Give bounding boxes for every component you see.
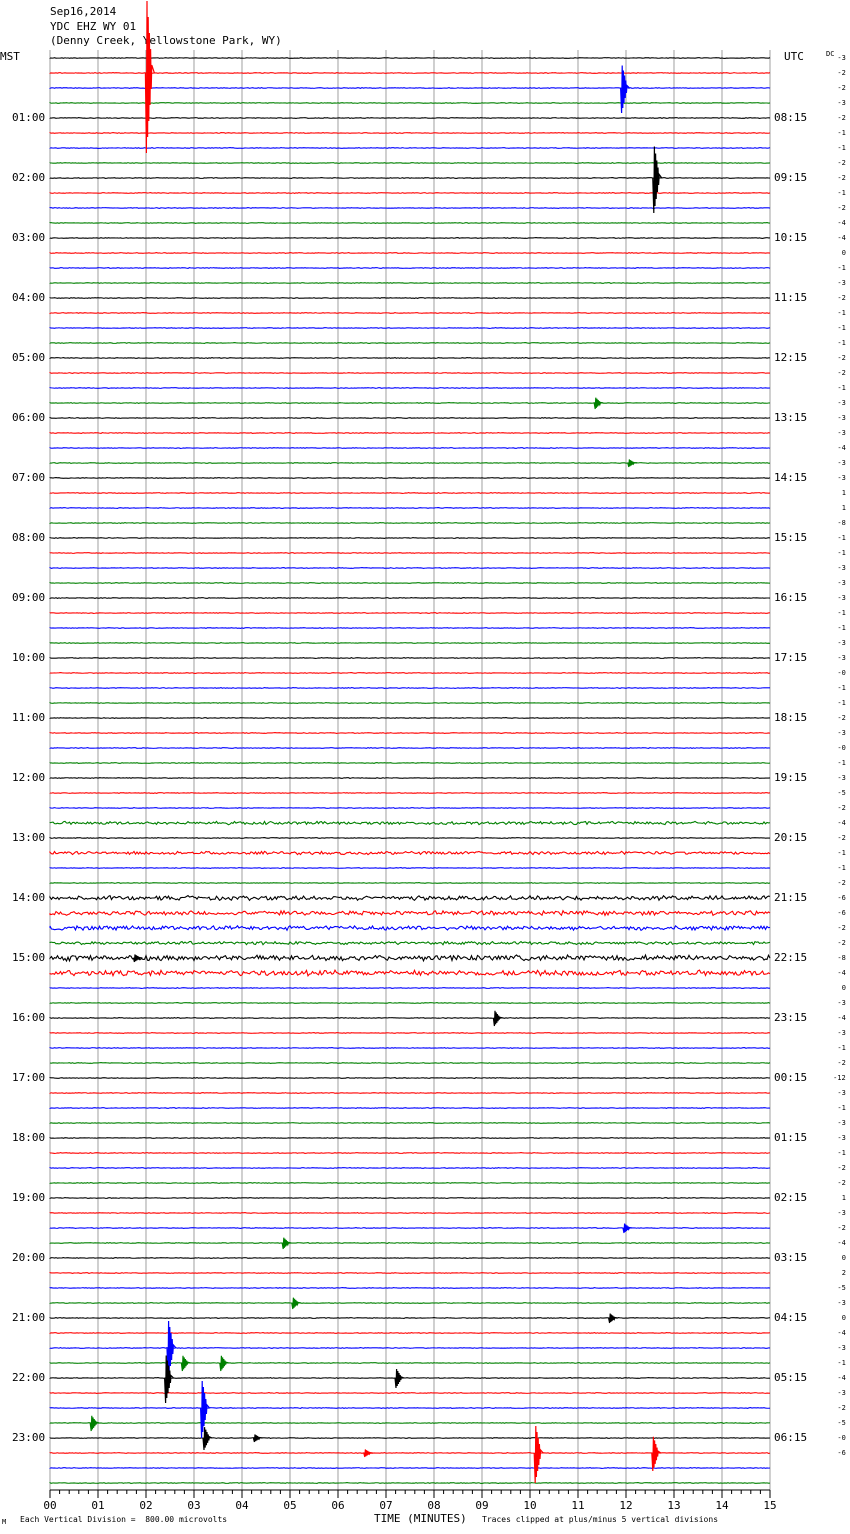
dc-offset-value: -1	[837, 1359, 846, 1367]
trace-line-90	[50, 1408, 770, 1409]
trace-line-47	[50, 763, 770, 764]
dc-offset-value: -4	[837, 1014, 846, 1022]
event-spike-0	[145, 1, 154, 153]
trace-line-72	[50, 1138, 770, 1139]
dc-offset-value: -2	[837, 174, 846, 182]
dc-offset-value: -1	[837, 699, 846, 707]
trace-line-43	[50, 703, 770, 704]
left-hour-label: 23:00	[12, 1431, 46, 1444]
dc-offset-value: -3	[837, 429, 846, 437]
trace-line-42	[50, 688, 770, 689]
right-hour-label: 13:15	[774, 411, 808, 424]
dc-offset-value: -4	[837, 444, 846, 452]
x-tick-label: 15	[763, 1499, 777, 1512]
trace-line-7	[50, 163, 770, 164]
time-axis	[43, 1490, 776, 1512]
dc-offset-value: 1	[841, 1194, 846, 1202]
dc-offset-value: -4	[837, 234, 846, 242]
dc-offset-value: -1	[837, 1149, 846, 1157]
right-hour-label: 16:15	[774, 591, 808, 604]
dc-offset-value: -2	[837, 879, 846, 887]
trace-line-74	[50, 1168, 770, 1169]
trace-line-19	[50, 343, 770, 344]
right-hour-label: 19:15	[774, 771, 808, 784]
dc-offset-value: -6	[837, 894, 846, 902]
trace-line-92	[50, 1438, 770, 1439]
event-spike-10	[609, 1314, 618, 1324]
trace-line-11	[50, 223, 770, 224]
trace-line-3	[50, 103, 770, 104]
dc-offset-value: -4	[837, 819, 846, 827]
dc-offset-value: -3	[837, 999, 846, 1007]
trace-line-34	[50, 568, 770, 569]
dc-offset-value: -3	[837, 54, 846, 62]
trace-line-66	[50, 1048, 770, 1049]
dc-offset-value: -2	[837, 369, 846, 377]
trace-line-26	[50, 448, 770, 449]
dc-offset-value: -0	[837, 1434, 846, 1442]
right-hour-label: 01:15	[774, 1131, 808, 1144]
dc-offset-value: -1	[837, 549, 846, 557]
x-tick-label: 05	[283, 1499, 297, 1512]
x-axis-label: TIME (MINUTES)	[374, 1512, 467, 1525]
left-hour-label: 22:00	[12, 1371, 46, 1384]
trace-line-58	[50, 926, 770, 931]
trace-line-77	[50, 1213, 770, 1214]
dc-offset-value: -2	[837, 834, 846, 842]
dc-offset-value: -3	[837, 774, 846, 782]
dc-offset-value: -0	[837, 744, 846, 752]
right-hour-label: 22:15	[774, 951, 808, 964]
left-hour-label: 11:00	[12, 711, 46, 724]
left-hour-label: 09:00	[12, 591, 46, 604]
dc-offset-value: -1	[837, 384, 846, 392]
left-hour-label: 15:00	[12, 951, 46, 964]
trace-line-57	[50, 911, 770, 916]
trace-line-30	[50, 508, 770, 509]
station-name: YDC EHZ WY 01	[50, 20, 137, 33]
right-hour-label: 02:15	[774, 1191, 808, 1204]
trace-line-73	[50, 1153, 770, 1154]
trace-line-5	[50, 133, 770, 134]
trace-line-33	[50, 553, 770, 554]
trace-line-17	[50, 313, 770, 314]
dc-offset-value: -5	[837, 1284, 846, 1292]
trace-line-6	[50, 148, 770, 149]
dc-offset-value: -3	[837, 579, 846, 587]
trace-line-29	[50, 493, 770, 494]
right-timezone-label: UTC	[784, 50, 804, 63]
trace-line-82	[50, 1288, 770, 1289]
left-hour-label: 20:00	[12, 1251, 46, 1264]
dc-offset-value: -4	[837, 219, 846, 227]
event-spike-5	[133, 954, 142, 962]
dc-offset-value: 0	[841, 1314, 846, 1322]
dc-offset-value: -2	[837, 714, 846, 722]
x-tick-label: 06	[331, 1499, 345, 1512]
dc-offset-value: -1	[837, 1044, 846, 1052]
dc-offset-value: -1	[837, 534, 846, 542]
dc-offset-value: -2	[837, 204, 846, 212]
trace-line-32	[50, 538, 770, 539]
trace-line-18	[50, 328, 770, 329]
left-hour-label: 03:00	[12, 231, 46, 244]
dc-offset-value: -2	[837, 804, 846, 812]
dc-offset-value: -1	[837, 624, 846, 632]
trace-line-46	[50, 748, 770, 749]
trace-line-12	[50, 238, 770, 239]
x-tick-label: 10	[523, 1499, 537, 1512]
dc-offset-value: -3	[837, 279, 846, 287]
trace-line-87	[50, 1363, 770, 1364]
trace-line-49	[50, 793, 770, 794]
right-hour-label: 23:15	[774, 1011, 808, 1024]
dc-offset-value: -8	[837, 954, 846, 962]
x-tick-label: 13	[667, 1499, 681, 1512]
dc-offset-value: -4	[837, 1239, 846, 1247]
dc-offset-value: -3	[837, 1029, 846, 1037]
x-tick-label: 08	[427, 1499, 441, 1512]
x-tick-label: 00	[43, 1499, 57, 1512]
trace-line-50	[50, 808, 770, 809]
x-tick-label: 14	[715, 1499, 729, 1512]
dc-offset-value: 0	[841, 984, 846, 992]
trace-line-45	[50, 733, 770, 734]
station-location: (Denny Creek, Yellowstone Park, WY)	[50, 34, 282, 47]
station-date: Sep16,2014	[50, 5, 117, 18]
dc-offset-value: -3	[837, 99, 846, 107]
trace-line-28	[50, 478, 770, 479]
dc-label: DC	[826, 50, 835, 58]
trace-line-61	[50, 970, 770, 976]
left-hour-label: 01:00	[12, 111, 46, 124]
left-hour-label: 05:00	[12, 351, 46, 364]
x-tick-label: 02	[139, 1499, 153, 1512]
trace-line-2	[50, 88, 770, 89]
corner-mark: M	[2, 1518, 7, 1526]
x-tick-label: 03	[187, 1499, 201, 1512]
dc-offset-value: -2	[837, 1059, 846, 1067]
event-spike-22	[652, 1437, 661, 1471]
dc-offset-value: -3	[837, 564, 846, 572]
trace-line-55	[50, 883, 770, 884]
dc-offset-value: -2	[837, 939, 846, 947]
event-spike-3	[594, 398, 603, 409]
event-spike-21	[534, 1426, 543, 1483]
left-hour-label: 14:00	[12, 891, 46, 904]
trace-line-67	[50, 1063, 770, 1064]
scale-note: Each Vertical Division = 800.00 microvolts	[20, 1515, 228, 1524]
trace-line-39	[50, 643, 770, 644]
trace-line-51	[50, 821, 770, 824]
trace-line-59	[50, 941, 770, 944]
trace-line-15	[50, 283, 770, 284]
trace-line-75	[50, 1183, 770, 1184]
dc-offset-value: -1	[837, 144, 846, 152]
dc-offset-value: -2	[837, 354, 846, 362]
clip-note: Traces clipped at plus/minus 5 vertical divisions	[482, 1515, 719, 1524]
dc-offset-value: -1	[837, 324, 846, 332]
dc-offset-value: -1	[837, 189, 846, 197]
trace-line-93	[50, 1453, 770, 1454]
dc-offset-value: -1	[837, 1104, 846, 1112]
dc-offset-value: -3	[837, 1389, 846, 1397]
trace-line-65	[50, 1033, 770, 1034]
x-tick-label: 09	[475, 1499, 489, 1512]
dc-offset-value: -2	[837, 159, 846, 167]
seismic-traces	[50, 1, 770, 1483]
dc-offset-value: -1	[837, 309, 846, 317]
left-hour-label: 08:00	[12, 531, 46, 544]
trace-line-31	[50, 523, 770, 524]
trace-line-13	[50, 253, 770, 254]
dc-offset-value: -1	[837, 609, 846, 617]
trace-line-62	[50, 988, 770, 989]
dc-offset-value: -5	[837, 1419, 846, 1427]
dc-offset-value: -4	[837, 1329, 846, 1337]
event-spike-19	[364, 1449, 373, 1457]
dc-offset-value: -3	[837, 639, 846, 647]
left-hour-label: 16:00	[12, 1011, 46, 1024]
left-hour-label: 02:00	[12, 171, 46, 184]
dc-offset-value: -1	[837, 684, 846, 692]
trace-line-56	[50, 896, 770, 901]
x-tick-label: 11	[571, 1499, 585, 1512]
event-spike-9	[292, 1298, 301, 1309]
event-spike-18	[203, 1427, 212, 1450]
trace-line-86	[50, 1348, 770, 1349]
dc-offset-value: -8	[837, 519, 846, 527]
trace-line-85	[50, 1333, 770, 1334]
trace-line-60	[50, 955, 770, 961]
dc-offset-value: -2	[837, 84, 846, 92]
trace-line-14	[50, 268, 770, 269]
trace-line-81	[50, 1273, 770, 1274]
dc-offset-value: -2	[837, 1179, 846, 1187]
dc-offset-value: -2	[837, 114, 846, 122]
trace-line-84	[50, 1318, 770, 1319]
right-hour-label: 06:15	[774, 1431, 808, 1444]
dc-offset-value: -3	[837, 399, 846, 407]
dc-offset-value: -12	[833, 1074, 846, 1082]
trace-line-16	[50, 298, 770, 299]
trace-line-83	[50, 1303, 770, 1304]
left-hour-label: 12:00	[12, 771, 46, 784]
trace-line-36	[50, 598, 770, 599]
trace-line-68	[50, 1078, 770, 1079]
right-hour-label: 11:15	[774, 291, 808, 304]
dc-offset-value: 1	[841, 489, 846, 497]
right-hour-label: 17:15	[774, 651, 808, 664]
x-tick-label: 07	[379, 1499, 393, 1512]
dc-offset-value: -1	[837, 759, 846, 767]
dc-offset-value: -3	[837, 729, 846, 737]
right-hour-label: 12:15	[774, 351, 808, 364]
right-hour-label: 04:15	[774, 1311, 808, 1324]
dc-offset-value: -2	[837, 1164, 846, 1172]
dc-offset-value: -6	[837, 909, 846, 917]
trace-line-53	[50, 851, 770, 854]
trace-line-24	[50, 418, 770, 419]
trace-line-48	[50, 778, 770, 779]
trace-line-54	[50, 868, 770, 869]
dc-offset-value: -3	[837, 594, 846, 602]
dc-offset-value: -1	[837, 849, 846, 857]
right-hour-label: 10:15	[774, 231, 808, 244]
trace-line-95	[50, 1483, 770, 1484]
trace-line-88	[50, 1378, 770, 1379]
trace-line-37	[50, 613, 770, 614]
dc-offset-value: -4	[837, 969, 846, 977]
right-hour-label: 09:15	[774, 171, 808, 184]
trace-line-71	[50, 1123, 770, 1124]
trace-line-94	[50, 1468, 770, 1469]
dc-offset-value: -2	[837, 1404, 846, 1412]
dc-offset-value: -3	[837, 1209, 846, 1217]
dc-offset-value: -2	[837, 294, 846, 302]
trace-line-22	[50, 388, 770, 389]
dc-offset-value: 0	[841, 249, 846, 257]
trace-line-0	[50, 58, 770, 59]
trace-line-21	[50, 373, 770, 374]
dc-offset-value: -3	[837, 1344, 846, 1352]
right-hour-label: 03:15	[774, 1251, 808, 1264]
trace-line-35	[50, 583, 770, 584]
trace-line-79	[50, 1243, 770, 1244]
trace-line-64	[50, 1018, 770, 1019]
trace-line-25	[50, 433, 770, 434]
trace-line-63	[50, 1003, 770, 1004]
dc-offset-value: -3	[837, 654, 846, 662]
dc-offset-value: -1	[837, 339, 846, 347]
trace-line-38	[50, 628, 770, 629]
left-hour-label: 10:00	[12, 651, 46, 664]
dc-offset-value: -3	[837, 414, 846, 422]
dc-offset-value: -5	[837, 789, 846, 797]
left-hour-label: 07:00	[12, 471, 46, 484]
event-spike-20	[253, 1434, 262, 1442]
trace-line-23	[50, 403, 770, 404]
right-hour-label: 00:15	[774, 1071, 808, 1084]
left-hour-label: 13:00	[12, 831, 46, 844]
trace-line-9	[50, 193, 770, 194]
dc-offset-value: 2	[841, 1269, 846, 1277]
trace-line-80	[50, 1258, 770, 1259]
time-gridlines	[50, 50, 770, 1490]
dc-offset-value: -3	[837, 459, 846, 467]
trace-line-76	[50, 1198, 770, 1199]
trace-line-10	[50, 208, 770, 209]
trace-line-27	[50, 463, 770, 464]
trace-line-20	[50, 358, 770, 359]
trace-line-78	[50, 1228, 770, 1229]
trace-line-44	[50, 718, 770, 719]
right-hour-label: 21:15	[774, 891, 808, 904]
dc-offset-value: -3	[837, 474, 846, 482]
dc-offset-value: -2	[837, 924, 846, 932]
x-tick-label: 04	[235, 1499, 249, 1512]
left-hour-label: 06:00	[12, 411, 46, 424]
x-tick-label: 01	[91, 1499, 105, 1512]
dc-offset-value: -3	[837, 1119, 846, 1127]
dc-offset-value: -3	[837, 1089, 846, 1097]
dc-offset-value: -1	[837, 264, 846, 272]
trace-line-91	[50, 1423, 770, 1424]
dc-offset-value: 1	[841, 504, 846, 512]
trace-line-52	[50, 838, 770, 839]
right-hour-label: 18:15	[774, 711, 808, 724]
trace-line-4	[50, 118, 770, 119]
right-hour-label: 05:15	[774, 1371, 808, 1384]
dc-offset-value: -2	[837, 1224, 846, 1232]
right-hour-label: 15:15	[774, 531, 808, 544]
left-hour-label: 04:00	[12, 291, 46, 304]
trace-line-70	[50, 1108, 770, 1109]
x-tick-label: 12	[619, 1499, 633, 1512]
dc-offset-value: -2	[837, 69, 846, 77]
trace-line-89	[50, 1393, 770, 1394]
left-hour-label: 21:00	[12, 1311, 46, 1324]
dc-offset-value: -3	[837, 1299, 846, 1307]
left-hour-label: 18:00	[12, 1131, 46, 1144]
right-hour-label: 14:15	[774, 471, 808, 484]
left-timezone-label: MST	[0, 50, 20, 63]
dc-offset-value: -1	[837, 864, 846, 872]
dc-offset-value: -6	[837, 1449, 846, 1457]
dc-offset-value: -1	[837, 129, 846, 137]
trace-line-1	[50, 73, 770, 74]
dc-offset-value: -0	[837, 669, 846, 677]
event-spike-2	[653, 147, 662, 214]
right-hour-label: 08:15	[774, 111, 808, 124]
dc-offset-value: 0	[841, 1254, 846, 1262]
right-hour-label: 20:15	[774, 831, 808, 844]
event-spike-4	[628, 459, 637, 467]
trace-line-40	[50, 658, 770, 659]
dc-offset-value: -3	[837, 1134, 846, 1142]
event-spike-7	[623, 1224, 632, 1234]
trace-line-69	[50, 1093, 770, 1094]
left-hour-label: 17:00	[12, 1071, 46, 1084]
dc-offset-value: -4	[837, 1374, 846, 1382]
left-hour-label: 19:00	[12, 1191, 46, 1204]
trace-line-41	[50, 673, 770, 674]
